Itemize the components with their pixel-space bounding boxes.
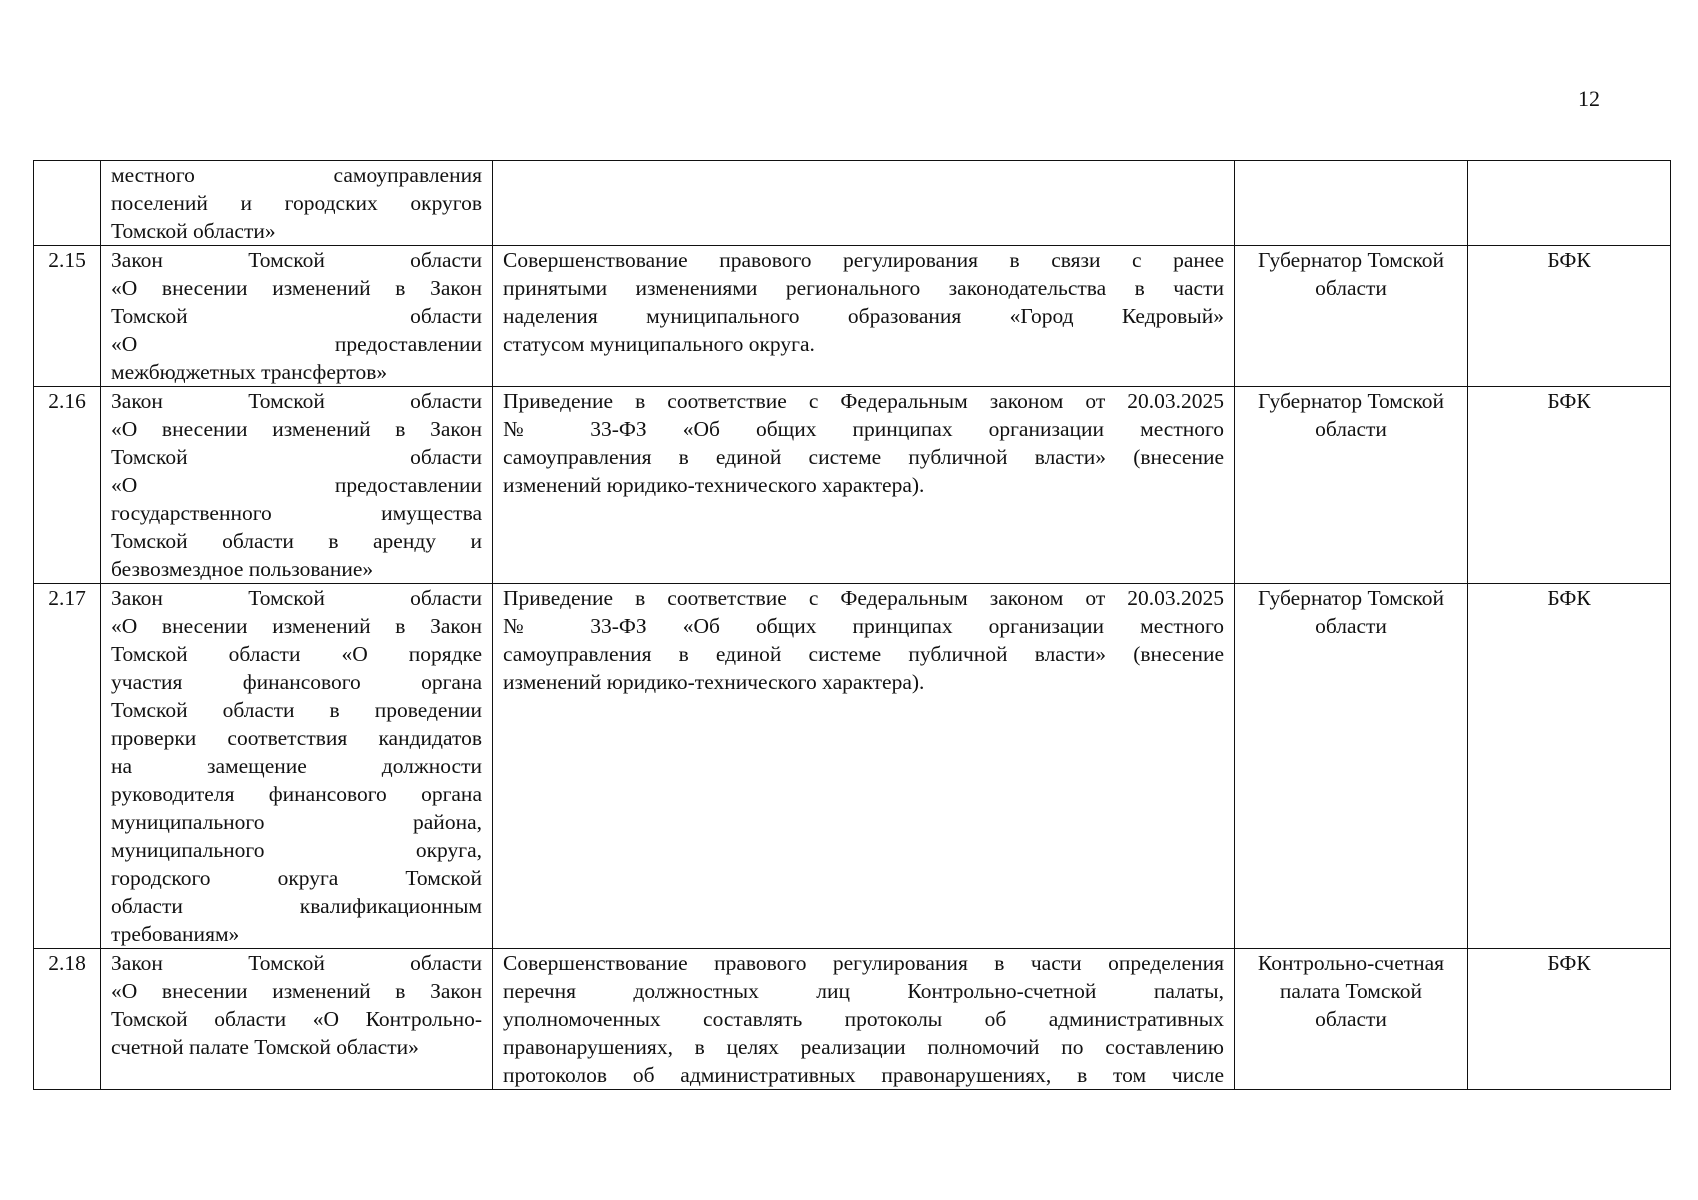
law-name-line: «О внесении изменений в Закон: [111, 417, 482, 441]
law-name-line: Закон Томской области: [111, 389, 482, 413]
law-name-line: «О внесении изменений в Закон: [111, 276, 482, 300]
purpose-line: принятыми изменениями регионального законодательства в части: [503, 276, 1224, 300]
purpose-cell: [493, 161, 1235, 246]
law-name-line: муниципального округа,: [111, 838, 482, 862]
law-name-cell: [101, 584, 493, 949]
row-number: 2.18: [48, 951, 86, 975]
law-name-line: требованиям»: [111, 922, 240, 946]
law-name-line: городского округа Томской: [111, 866, 482, 890]
committee-text: БФК: [1547, 586, 1591, 610]
law-name-line: межбюджетных трансфертов»: [111, 360, 388, 384]
law-name-cell: [101, 949, 493, 1090]
purpose-line: Приведение в соответствие с Федеральным законом от 20.03.2025: [503, 389, 1224, 413]
law-name-line: Томской области в проведении: [111, 698, 482, 722]
purpose-line: наделения муниципального образования «Город Кедровый»: [503, 304, 1224, 328]
responsible-text: Губернатор Томской области: [1257, 586, 1445, 638]
purpose-line: № 33-ФЗ «Об общих принципах организации местного: [503, 614, 1224, 638]
law-name-line: проверки соответствия кандидатов: [111, 726, 482, 750]
responsible-cell: [1235, 161, 1468, 246]
table-row: [34, 949, 1671, 1090]
purpose-line: самоуправления в единой системе публичной власти» (внесение: [503, 445, 1224, 469]
law-name-line: Закон Томской области: [111, 586, 482, 610]
row-number-cell: [34, 584, 101, 949]
committee-text: БФК: [1547, 248, 1591, 272]
row-number-cell: [34, 387, 101, 584]
law-name-line: на замещение должности: [111, 754, 482, 778]
law-name-line: «О предоставлении: [111, 473, 482, 497]
purpose-line: перечня должностных лиц Контрольно-счетной палаты,: [503, 979, 1224, 1003]
committee-cell: [1468, 584, 1671, 949]
row-number-cell: [34, 949, 101, 1090]
law-name-line: «О внесении изменений в Закон: [111, 614, 482, 638]
responsible-cell: [1235, 387, 1468, 584]
purpose-line: статусом муниципального округа.: [503, 332, 815, 356]
committee-cell: [1468, 949, 1671, 1090]
committee-cell: [1468, 161, 1671, 246]
law-name-line: участия финансового органа: [111, 670, 482, 694]
responsible-cell: [1235, 246, 1468, 387]
responsible-text: Губернатор Томской области: [1257, 248, 1445, 300]
responsible-text: Губернатор Томской области: [1257, 389, 1445, 441]
law-name-line: государственного имущества: [111, 501, 482, 525]
law-name-line: «О предоставлении: [111, 332, 482, 356]
law-name-line: счетной палате Томской области»: [111, 1035, 419, 1059]
law-name-line: муниципального района,: [111, 810, 482, 834]
table-row: [34, 387, 1671, 584]
row-number-cell: [34, 246, 101, 387]
purpose-cell: [493, 949, 1235, 1090]
row-number-cell: [34, 161, 101, 246]
law-name-line: «О внесении изменений в Закон: [111, 979, 482, 1003]
law-name-line: руководителя финансового органа: [111, 782, 482, 806]
purpose-line: Совершенствование правового регулирования в связи с ранее: [503, 248, 1224, 272]
law-name-cell: [101, 387, 493, 584]
law-name-line: Томской области: [111, 445, 482, 469]
purpose-cell: [493, 387, 1235, 584]
table-row: [34, 161, 1671, 246]
table-row: [34, 584, 1671, 949]
purpose-line: уполномоченных составлять протоколы об административных: [503, 1007, 1224, 1031]
law-name-cell: [101, 161, 493, 246]
table-row: [34, 246, 1671, 387]
responsible-cell: [1235, 949, 1468, 1090]
law-name-line: Закон Томской области: [111, 951, 482, 975]
purpose-line: правонарушениях, в целях реализации полномочий по составлению: [503, 1035, 1224, 1059]
purpose-line: изменений юридико-технического характера).: [503, 473, 925, 497]
purpose-line: протоколов об административных правонарушениях, в том числе: [503, 1063, 1224, 1087]
law-name-line: Закон Томской области: [111, 248, 482, 272]
law-name-cell: [101, 246, 493, 387]
row-number: 2.15: [48, 248, 86, 272]
committee-text: БФК: [1547, 389, 1591, 413]
table-body: [34, 161, 1671, 1090]
law-name-line: Томской области: [111, 304, 482, 328]
law-name-line: Томской области»: [111, 219, 276, 243]
purpose-line: Приведение в соответствие с Федеральным законом от 20.03.2025: [503, 586, 1224, 610]
law-name-line: области квалификационным: [111, 894, 482, 918]
law-name-line: безвозмездное пользование»: [111, 557, 374, 581]
law-name-line: Томской области «О порядке: [111, 642, 482, 666]
purpose-line: изменений юридико-технического характера).: [503, 670, 925, 694]
purpose-line: № 33-ФЗ «Об общих принципах организации местного: [503, 417, 1224, 441]
page-number: 12: [1578, 86, 1600, 111]
legislation-plan-table: [33, 160, 1671, 1090]
responsible-text: Контрольно-счетная палата Томской области: [1257, 951, 1445, 1031]
committee-cell: [1468, 246, 1671, 387]
law-name-line: поселений и городских округов: [111, 191, 482, 215]
purpose-line: самоуправления в единой системе публичной власти» (внесение: [503, 642, 1224, 666]
responsible-cell: [1235, 584, 1468, 949]
row-number: 2.16: [48, 389, 86, 413]
row-number: 2.17: [48, 586, 86, 610]
purpose-cell: [493, 246, 1235, 387]
law-name-line: местного самоуправления: [111, 163, 482, 187]
purpose-cell: [493, 584, 1235, 949]
law-name-line: Томской области в аренду и: [111, 529, 482, 553]
purpose-line: Совершенствование правового регулирования в части определения: [503, 951, 1224, 975]
committee-text: БФК: [1547, 951, 1591, 975]
law-name-line: Томской области «О Контрольно-: [111, 1007, 482, 1031]
committee-cell: [1468, 387, 1671, 584]
